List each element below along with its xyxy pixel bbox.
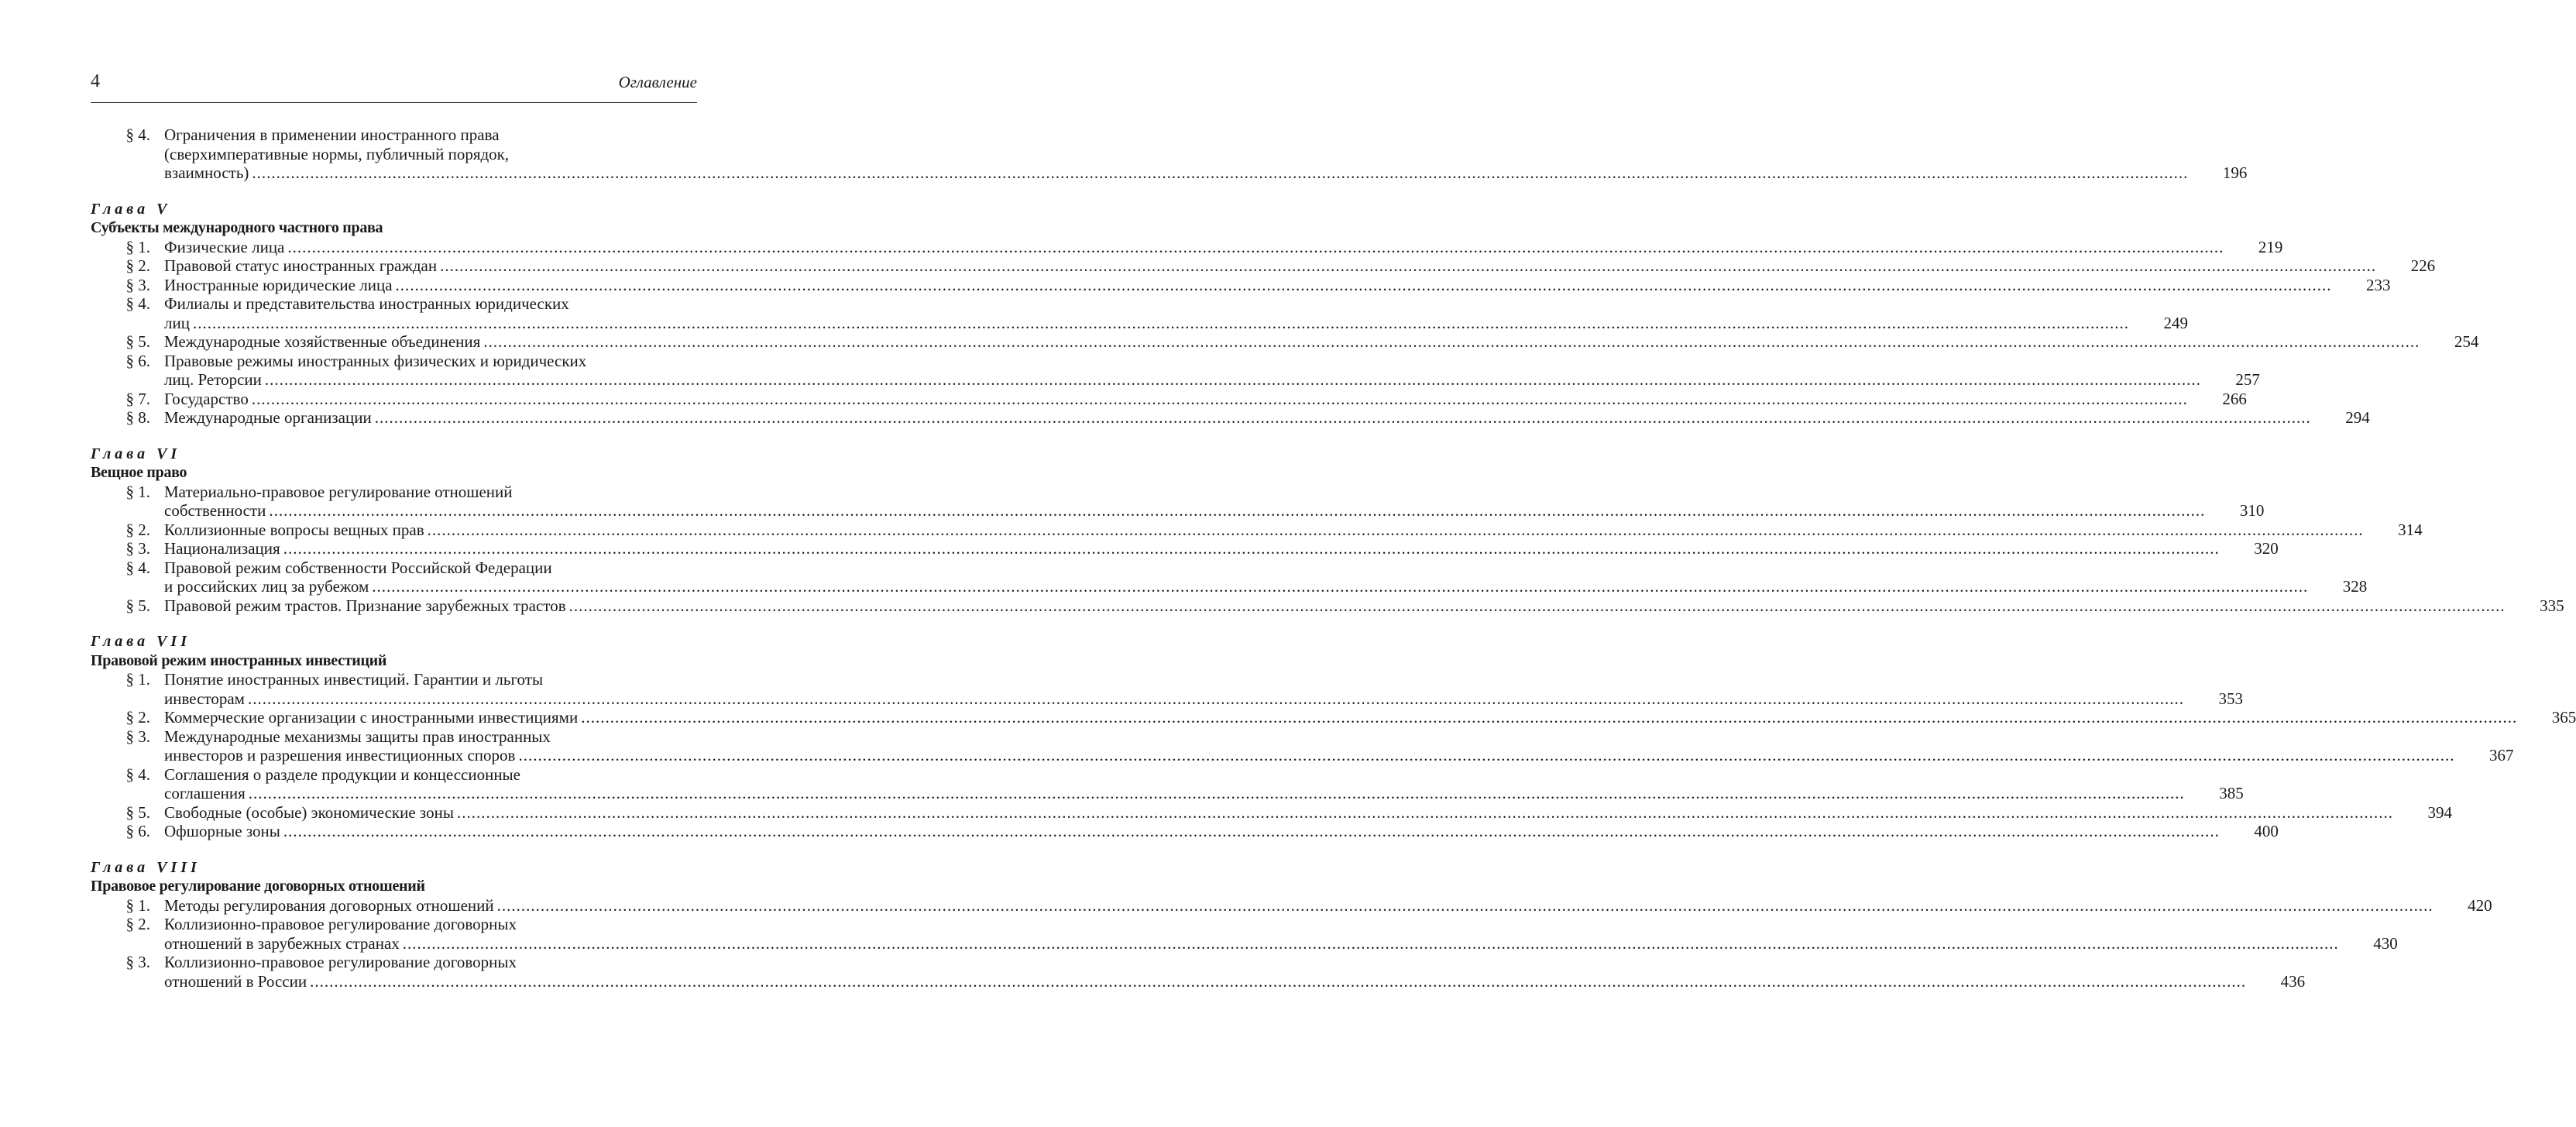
section-number: § 1.: [125, 670, 150, 689]
toc-entry[interactable]: [91, 294, 2188, 332]
entry-title-text: и российских лиц за рубежом: [164, 577, 369, 596]
toc-entry[interactable]: [91, 539, 2279, 558]
entry-title-text: лиц: [164, 313, 190, 332]
entry-title-text: Коллизионно-правовое регулирование договорных: [164, 953, 517, 971]
entry-body: [164, 521, 2423, 540]
page-ref: 394: [2427, 802, 2452, 822]
chapter-block: [91, 200, 2479, 428]
entry-title-text: Физические лица: [164, 237, 285, 256]
section-number: § 4.: [125, 294, 150, 313]
toc-entry[interactable]: [91, 332, 2479, 352]
entry-body: [164, 294, 2188, 332]
toc-entry[interactable]: [91, 520, 2423, 540]
entry-line: [164, 746, 2513, 765]
entry-body: [164, 765, 2244, 803]
entry-line: [164, 972, 2305, 991]
section-number: § 2.: [125, 915, 150, 933]
page-ref: 436: [2280, 971, 2306, 991]
dot-leader: [375, 408, 2311, 428]
dot-leader: [287, 238, 2224, 257]
entry-title-text: Правовой режим трастов. Признание зарубежных трастов: [164, 596, 566, 615]
toc-entry[interactable]: [91, 670, 2243, 708]
dot-leader: [372, 577, 2308, 596]
entry-title-text: Международные механизмы защиты прав иностранных: [164, 727, 551, 746]
entry-title-text: Международные организации: [164, 408, 372, 427]
entry-title-text: (сверхимперативные нормы, публичный порядок,: [164, 144, 510, 163]
entry-line: [164, 483, 2264, 502]
entry-body: [164, 238, 2282, 257]
entry-title-text: Свободные (особые) экономические зоны: [164, 802, 454, 822]
section-number: § 1.: [125, 895, 150, 915]
dot-leader: [193, 314, 2129, 333]
entry-body: [164, 822, 2279, 841]
entry-body: [164, 276, 2391, 295]
dot-leader: [248, 689, 2184, 709]
entry-line: [164, 145, 2247, 164]
dot-leader: [283, 822, 2220, 841]
section-number: § 6.: [125, 822, 150, 840]
page-ref: 249: [2163, 313, 2188, 332]
page-number: 4: [91, 71, 100, 91]
entry-line: [164, 332, 2478, 352]
entry-title-text: Материально-правовое регулирование отношений: [164, 482, 513, 501]
entry-title-text: Международные хозяйственные объединения: [164, 332, 481, 351]
page-ref: 266: [2222, 389, 2247, 408]
entry-body: [164, 915, 2398, 953]
entry-title-text: отношений в зарубежных странах: [164, 933, 400, 953]
section-number: § 1.: [125, 482, 150, 501]
entry-body: [164, 125, 2247, 183]
page-ref: 335: [2540, 596, 2564, 615]
entry-line: [164, 953, 2305, 972]
toc-entry[interactable]: [91, 351, 2260, 390]
dot-leader: [569, 596, 2506, 616]
section-number: § 5.: [125, 332, 150, 351]
entry-title-text: Правовой режим собственности Российской Федерации: [164, 558, 552, 577]
entry-title-text: Иностранные юридические лица: [164, 275, 393, 294]
entry-line: [164, 125, 2247, 145]
entry-body: [164, 352, 2260, 390]
entry-body: [164, 539, 2279, 558]
page-ref: 328: [2342, 577, 2368, 596]
page-ref: 233: [2366, 275, 2391, 294]
entry-line: [164, 915, 2398, 934]
section-number: § 7.: [125, 389, 150, 408]
entry-line: [164, 390, 2247, 409]
dot-leader: [252, 390, 2188, 409]
entry-title-text: Методы регулирования договорных отношений: [164, 895, 494, 915]
toc-entry[interactable]: [91, 256, 2436, 276]
page-ref: 226: [2410, 256, 2436, 275]
section-number: § 6.: [125, 351, 150, 370]
page-ref: 310: [2239, 501, 2265, 520]
page-header: [91, 71, 697, 103]
dot-leader: [518, 746, 2454, 765]
section-number: § 8.: [125, 408, 150, 427]
entry-line: [164, 276, 2391, 295]
entry-body: [164, 483, 2264, 521]
chapter-title[interactable]: Вещное право: [91, 464, 187, 481]
chapter-label[interactable]: Глава V: [91, 200, 171, 218]
page-ref: 367: [2488, 746, 2514, 765]
entry-line: [164, 896, 2492, 916]
page-ref: 430: [2373, 933, 2398, 953]
running-title: Оглавление: [618, 73, 697, 91]
entry-title-text: Коллизионные вопросы вещных прав: [164, 520, 424, 539]
entry-line: [164, 521, 2423, 540]
entry-title-text: Ограничения в применении иностранного права: [164, 125, 500, 144]
section-number: § 3.: [125, 275, 150, 294]
entry-title-text: Коллизионно-правовое регулирование договорных: [164, 915, 517, 933]
toc-entry[interactable]: [91, 558, 2368, 596]
toc-entry[interactable]: [91, 915, 2398, 953]
chapter-title[interactable]: Правовое регулирование договорных отношений: [91, 878, 425, 895]
entry-line: [164, 822, 2279, 841]
entry-line: [164, 596, 2564, 616]
dot-leader: [310, 972, 2246, 991]
dot-leader: [457, 803, 2393, 823]
entry-body: [164, 596, 2564, 616]
toc-entry[interactable]: [91, 237, 2283, 257]
dot-leader: [396, 276, 2332, 295]
page-ref: 254: [2454, 332, 2479, 351]
dot-leader: [403, 934, 2339, 953]
page-ref: 385: [2219, 784, 2244, 802]
section-number: § 5.: [125, 802, 150, 822]
entry-title-text: инвесторов и разрешения инвестиционных споров: [164, 746, 516, 765]
entry-body: [164, 332, 2478, 352]
section-number: § 3.: [125, 953, 150, 971]
toc-entry[interactable]: [91, 482, 2265, 521]
entry-title-text: соглашения: [164, 784, 246, 802]
entry-line: [164, 408, 2370, 428]
dot-leader: [440, 256, 2376, 276]
page-ref: 353: [2218, 689, 2243, 708]
dot-leader: [497, 896, 2433, 916]
section-number: § 5.: [125, 596, 150, 615]
entry-line: [164, 238, 2282, 257]
entry-line: [164, 314, 2188, 333]
entry-title-text: Правовой статус иностранных граждан: [164, 256, 438, 275]
toc-entry[interactable]: [91, 408, 2370, 428]
dot-leader: [428, 521, 2364, 540]
dot-leader: [283, 539, 2220, 558]
toc-entry[interactable]: [91, 953, 2306, 991]
entry-title-text: Правовые режимы иностранных физических и юридических: [164, 351, 587, 370]
entry-title-text: инвесторам: [164, 689, 245, 708]
dot-leader: [252, 163, 2188, 183]
entry-line: [164, 934, 2398, 953]
entry-body: [164, 390, 2247, 409]
entry-line: [164, 370, 2260, 390]
entry-title-text: лиц. Реторсии: [164, 370, 262, 389]
toc-entry[interactable]: [91, 275, 2391, 295]
entry-title-text: Государство: [164, 389, 249, 408]
chapter-title[interactable]: Правовой режим иностранных инвестиций: [91, 651, 387, 669]
entry-line: [164, 784, 2244, 803]
entry-body: [164, 670, 2243, 708]
entry-body: [164, 803, 2452, 823]
entry-line: [164, 727, 2513, 747]
section-number: § 1.: [125, 237, 150, 256]
entry-body: [164, 408, 2370, 428]
dot-leader: [581, 708, 2517, 727]
entry-line: [164, 765, 2244, 785]
chapter-label[interactable]: Глава VIII: [91, 858, 201, 876]
entry-body: [164, 727, 2513, 765]
entry-title-text: собственности: [164, 501, 266, 520]
entry-title-text: взаимность): [164, 163, 249, 182]
page-ref: 294: [2345, 408, 2370, 427]
entry-title-text: Офшорные зоны: [164, 822, 280, 840]
toc-entry[interactable]: [91, 802, 2452, 823]
entry-line: [164, 689, 2243, 709]
chapter-label[interactable]: Глава VI: [91, 445, 181, 462]
toc-entry[interactable]: [91, 727, 2514, 765]
page-ref: 365: [2551, 708, 2576, 727]
entry-line: [164, 352, 2260, 371]
table-of-contents: [91, 125, 2576, 991]
entry-title-text: Филиалы и представительства иностранных юридических: [164, 294, 569, 313]
toc-entry[interactable]: [91, 596, 2564, 616]
entry-body: [164, 953, 2305, 991]
entry-title-text: Понятие иностранных инвестиций. Гарантии и льготы: [164, 670, 544, 689]
section-number: § 3.: [125, 539, 150, 558]
entry-line: [164, 256, 2435, 276]
toc-entry[interactable]: [91, 822, 2279, 841]
dot-leader: [269, 501, 2205, 521]
chapter-block: [91, 858, 2492, 991]
entry-line: [164, 539, 2279, 558]
entry-title-text: Коммерческие организации с иностранными инвестициями: [164, 708, 579, 727]
entry-line: [164, 708, 2576, 727]
page-ref: 257: [2235, 370, 2260, 389]
section-number: § 4.: [125, 765, 150, 784]
entry-line: [164, 577, 2367, 596]
toc-entry[interactable]: [91, 389, 2247, 409]
page-ref: 314: [2398, 520, 2423, 539]
entry-title-text: Национализация: [164, 539, 280, 558]
entry-line: [164, 803, 2452, 823]
toc-entry[interactable]: [91, 125, 2248, 183]
toc-entry[interactable]: [91, 708, 2576, 727]
entry-line: [164, 501, 2264, 521]
section-number: § 4.: [125, 125, 150, 144]
toc-entry[interactable]: [91, 765, 2244, 803]
section-number: § 2.: [125, 256, 150, 275]
dot-leader: [265, 370, 2201, 390]
dot-leader: [483, 332, 2420, 352]
page-ref: 196: [2222, 163, 2248, 182]
entry-line: [164, 670, 2243, 689]
entry-body: [164, 558, 2367, 596]
entry-line: [164, 558, 2367, 578]
chapter-block: [91, 632, 2576, 841]
section-number: § 4.: [125, 558, 150, 577]
page-ref: 400: [2254, 822, 2279, 840]
dot-leader: [249, 784, 2185, 803]
section-number: § 2.: [125, 520, 150, 539]
chapter-block: [91, 445, 2564, 616]
entry-title-text: отношений в России: [164, 971, 307, 991]
page-ref: 420: [2468, 895, 2492, 915]
section-number: § 2.: [125, 708, 150, 727]
entry-body: [164, 896, 2492, 916]
chapter-title[interactable]: Субъекты международного частного права: [91, 219, 383, 236]
toc-entry[interactable]: [91, 895, 2492, 916]
entry-body: [164, 708, 2576, 727]
chapter-label[interactable]: Глава VII: [91, 633, 191, 650]
section-number: § 3.: [125, 727, 150, 746]
entry-body: [164, 256, 2435, 276]
page-ref: 219: [2258, 237, 2283, 256]
entry-line: [164, 294, 2188, 314]
page-ref: 320: [2254, 539, 2279, 558]
entry-line: [164, 163, 2247, 183]
entry-title-text: Соглашения о разделе продукции и концессионные: [164, 765, 520, 784]
